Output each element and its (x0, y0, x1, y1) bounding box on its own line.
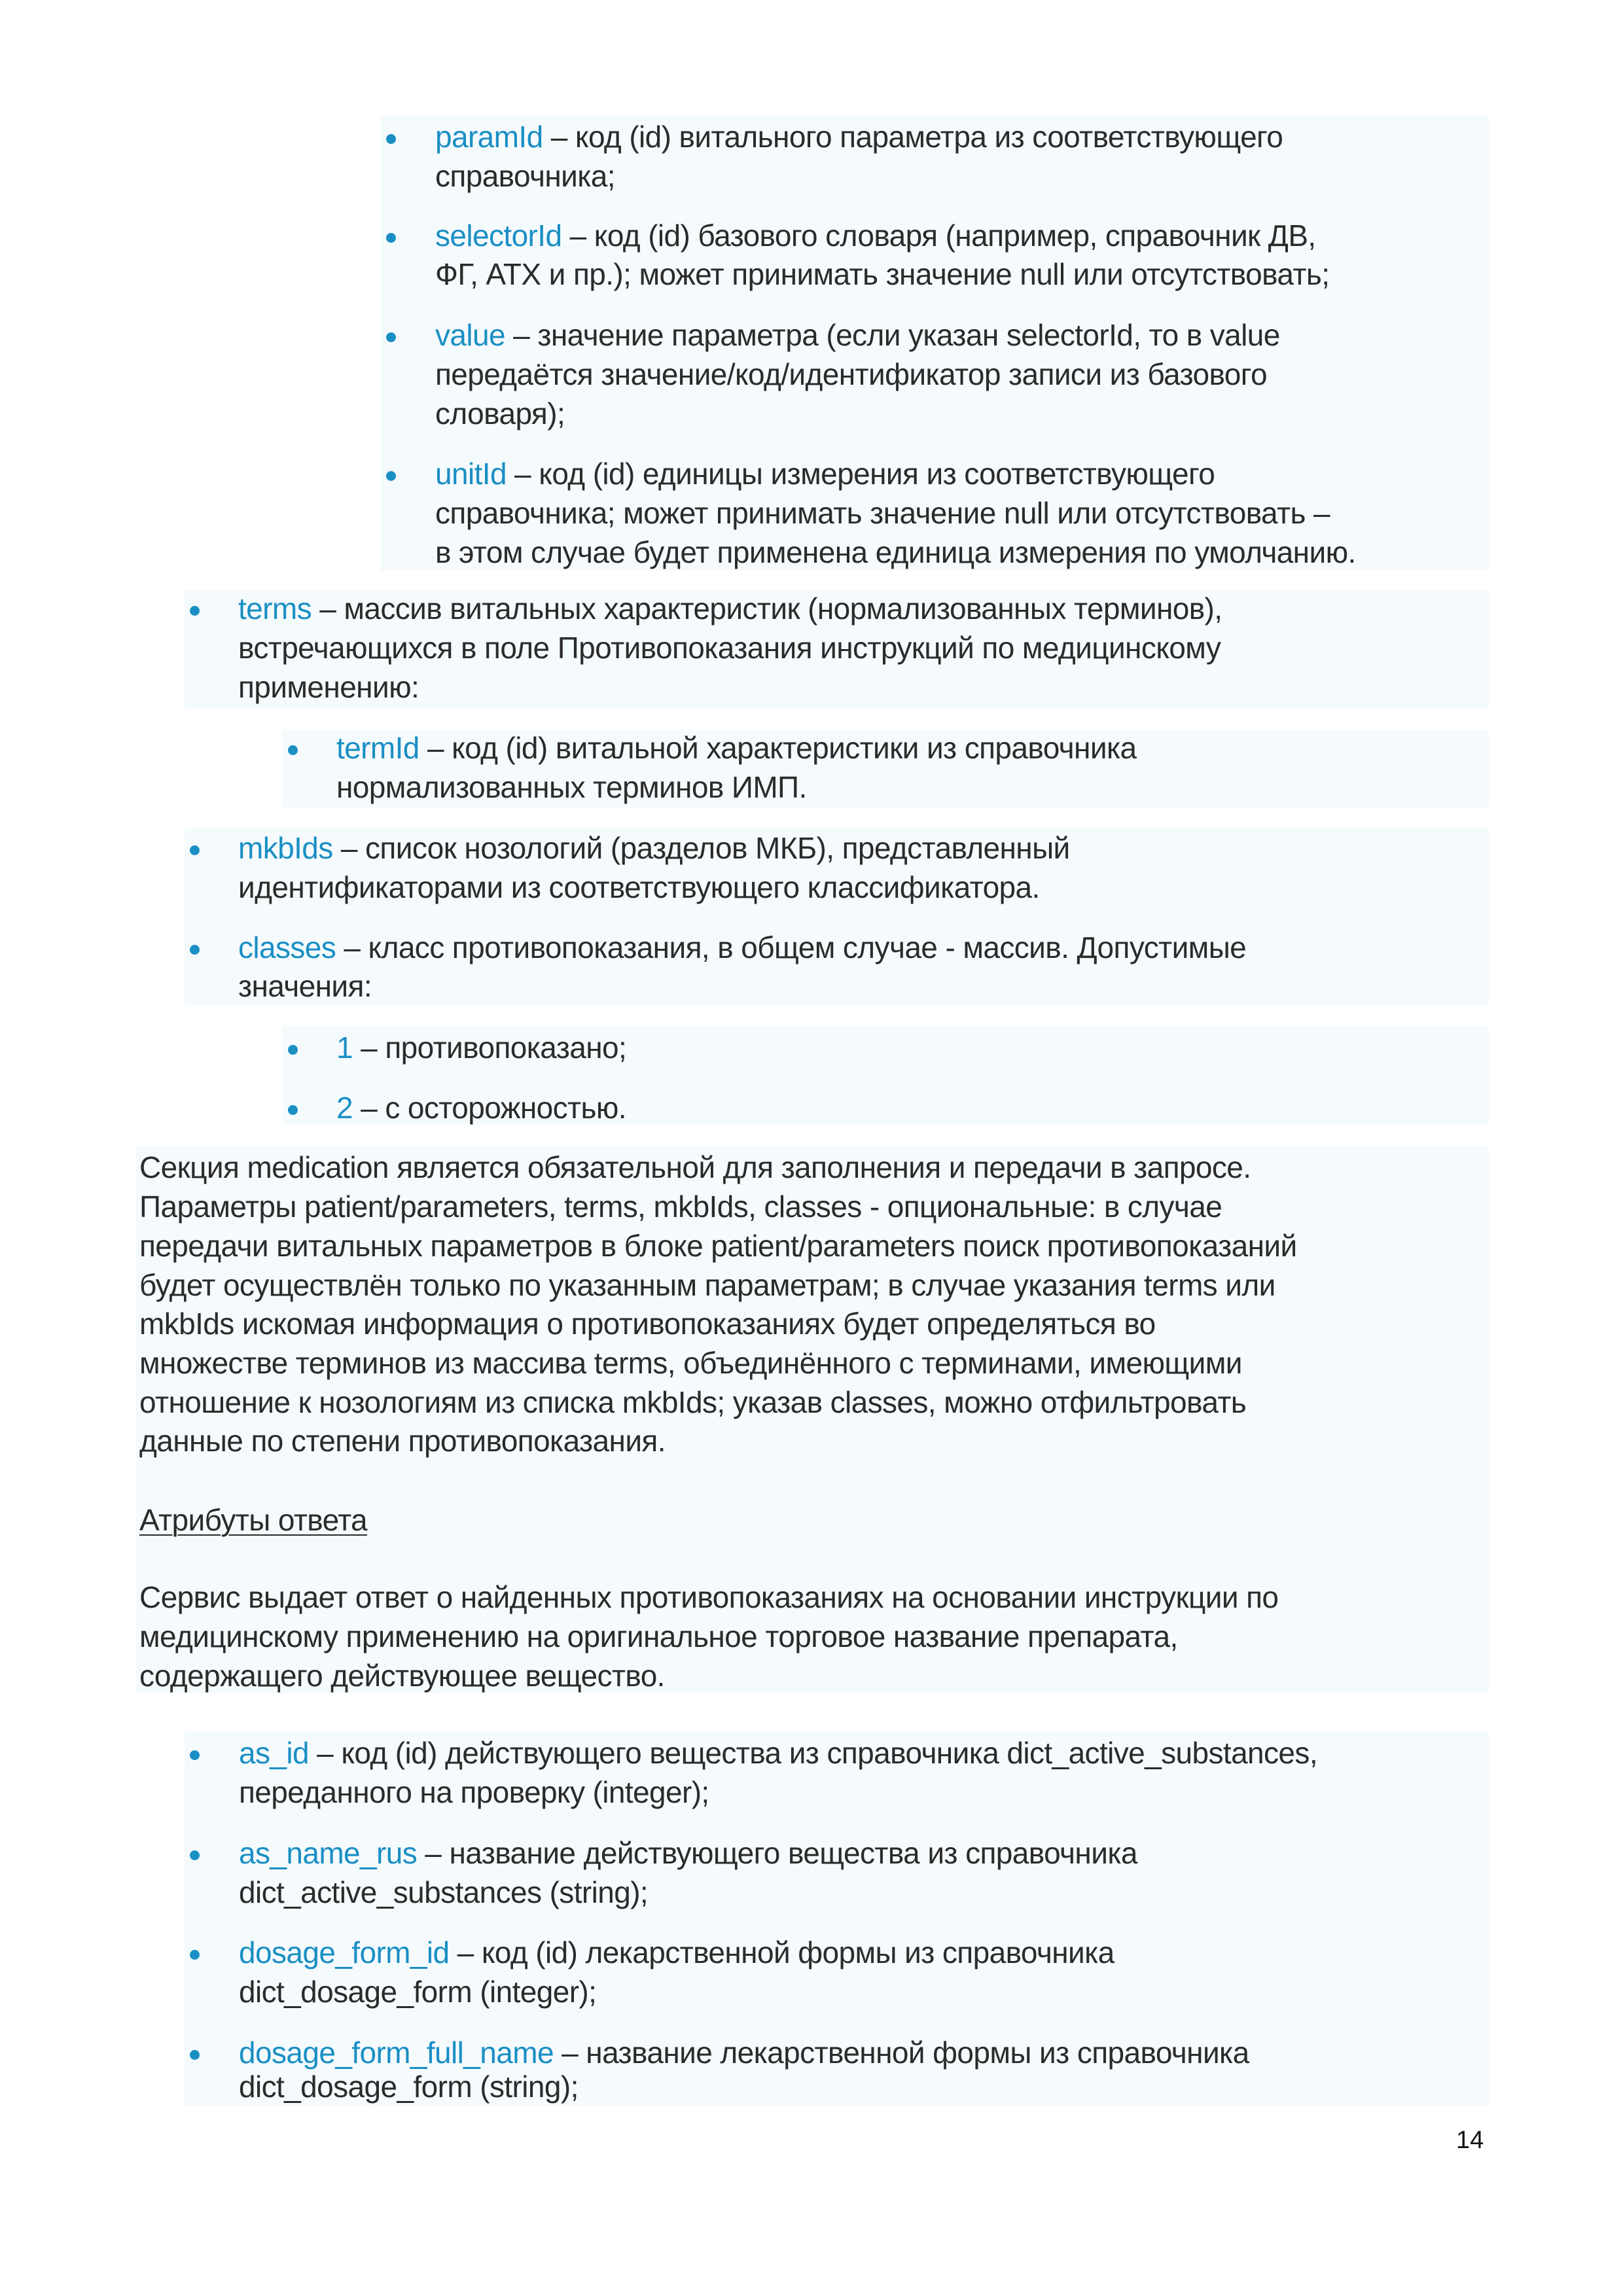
response-fields-block (185, 1731, 1489, 2106)
bullet-icon (190, 945, 200, 955)
field-desc: – код (id) единицы измерения из соответствующего (506, 457, 1215, 491)
field-desc: – код (id) базового словаря (например, справочник ДВ, (562, 219, 1316, 253)
class-value-desc: – противопоказано; (352, 1031, 627, 1065)
class-value-code: 2 (336, 1091, 353, 1125)
bullet-icon (386, 332, 396, 342)
field-name: dosage_form_full_name (239, 2036, 554, 2070)
field-dosage_form_full_name (239, 2033, 1249, 2072)
field-desc: – список нозологий (разделов МКБ), представленный (332, 831, 1070, 865)
bullet-icon (288, 1045, 298, 1055)
paragraph-line: mkbIds искомая информация о противопоказаниях будет определяться во (139, 1307, 1156, 1341)
description-block (135, 1146, 1489, 1693)
bullet-icon (190, 845, 200, 855)
bullet-icon (190, 606, 200, 616)
bullet-icon (190, 1950, 200, 1960)
field-value (435, 315, 1280, 355)
field-name: as_id (239, 1736, 309, 1770)
field-mkbIds (238, 828, 1070, 868)
paragraph-line: Сервис выдает ответ о найденных противопоказаниях на основании инструкции по (139, 1580, 1279, 1614)
field-desc-line: словаря); (435, 397, 565, 431)
field-desc: – класс противопоказания, в общем случае - массив. Допустимые (336, 930, 1247, 964)
class-values-block (283, 1026, 1489, 1125)
field-desc: – код (id) действующего вещества из справочника dict_active_substances, (308, 1736, 1317, 1770)
bullet-icon (386, 233, 396, 243)
bullet-icon (386, 471, 396, 481)
paragraph-line: Параметры patient/parameters, terms, mkbIds, classes - опциональные: в случае (139, 1190, 1222, 1224)
field-desc-line: в этом случае будет применена единица измерения по умолчанию. (435, 535, 1356, 569)
paragraph-line: содержащего действующее вещество. (139, 1659, 665, 1693)
class-value-desc: – с осторожностью. (352, 1091, 626, 1125)
field-desc: – код (id) витальной характеристики из справочника (419, 731, 1137, 765)
field-name: dosage_form_id (239, 1935, 450, 1969)
class-value-2 (336, 1088, 626, 1127)
field-name: mkbIds (238, 831, 333, 865)
field-name: classes (238, 930, 336, 964)
field-desc: – название лекарственной формы из справочника (553, 2036, 1249, 2070)
field-paramId (435, 117, 1283, 156)
field-terms (238, 589, 1222, 628)
field-unitId (435, 454, 1215, 493)
field-desc-line: справочника; (435, 159, 615, 193)
paragraph-line: Секция medication является обязательной для заполнения и передачи в запросе. (139, 1150, 1251, 1184)
paragraph-line: медицинскому применению на оригинальное торговое название препарата, (139, 1619, 1178, 1653)
field-desc-line: dict_active_substances (string); (239, 1875, 649, 1909)
field-desc-line: dict_dosage_form (integer); (239, 1975, 597, 2009)
paragraph-line: будет осуществлён только по указанным параметрам; в случае указания terms или (139, 1268, 1275, 1302)
field-termId (336, 728, 1136, 768)
field-name: as_name_rus (239, 1836, 418, 1870)
field-desc: – значение параметра (если указан selectorId, то в value (505, 318, 1280, 352)
field-desc: – массив витальных характеристик (нормализованных терминов), (312, 592, 1222, 626)
bullet-icon (386, 134, 396, 144)
class-value-1 (336, 1028, 626, 1067)
field-name: value (435, 318, 505, 352)
field-as_id (239, 1733, 1317, 1773)
field-desc-line: значения: (238, 969, 372, 1003)
field-desc-line: нормализованных терминов ИМП. (336, 770, 807, 804)
field-desc-line: идентификаторами из соответствующего классификатора. (238, 870, 1040, 904)
field-selectorId (435, 216, 1316, 255)
bullet-icon (288, 745, 298, 755)
class-value-code: 1 (336, 1031, 353, 1065)
field-desc-line: передаётся значение/код/идентификатор записи из базового (435, 357, 1267, 391)
mkb-classes-block (185, 828, 1489, 1005)
bullet-icon (288, 1105, 298, 1115)
param-fields-block (381, 116, 1489, 571)
field-name: paramId (435, 120, 543, 154)
field-dosage_form_id (239, 1933, 1115, 1972)
bullet-icon (190, 2050, 200, 2060)
field-name: terms (238, 592, 312, 626)
field-desc-line: dict_dosage_form (string); (239, 2070, 579, 2104)
term-fields-block (283, 730, 1489, 807)
paragraph-line: множестве терминов из массива terms, объединённого с терминами, имеющими (139, 1346, 1242, 1380)
field-desc-line: применению: (238, 670, 419, 704)
field-desc: – код (id) лекарственной формы из справочника (449, 1935, 1115, 1969)
field-classes (238, 928, 1246, 967)
field-desc-line: встречающихся в поле Противопоказания инструкций по медицинскому (238, 631, 1221, 665)
field-desc-line: справочника; может принимать значение null или отсутствовать – (435, 496, 1330, 530)
field-as_name_rus (239, 1833, 1137, 1873)
paragraph-line: данные по степени противопоказания. (139, 1424, 666, 1458)
response-heading: Атрибуты ответа (139, 1503, 368, 1537)
terms-block (185, 590, 1489, 709)
page-number: 14 (1456, 2127, 1484, 2154)
field-name: unitId (435, 457, 507, 491)
paragraph-line: передачи витальных параметров в блоке patient/parameters поиск противопоказаний (139, 1229, 1297, 1263)
field-desc-line: переданного на проверку (integer); (239, 1775, 709, 1809)
field-desc-line: ФГ, АТХ и пр.); может принимать значение null или отсутствовать; (435, 257, 1330, 291)
field-name: termId (336, 731, 419, 765)
bullet-icon (190, 1850, 200, 1860)
field-desc: – название действующего вещества из справочника (417, 1836, 1137, 1870)
field-desc: – код (id) витального параметра из соответствующего (543, 120, 1283, 154)
bullet-icon (190, 1750, 200, 1760)
paragraph-line: отношение к нозологиям из списка mkbIds; указав classes, можно отфильтровать (139, 1385, 1247, 1419)
field-name: selectorId (435, 219, 562, 253)
